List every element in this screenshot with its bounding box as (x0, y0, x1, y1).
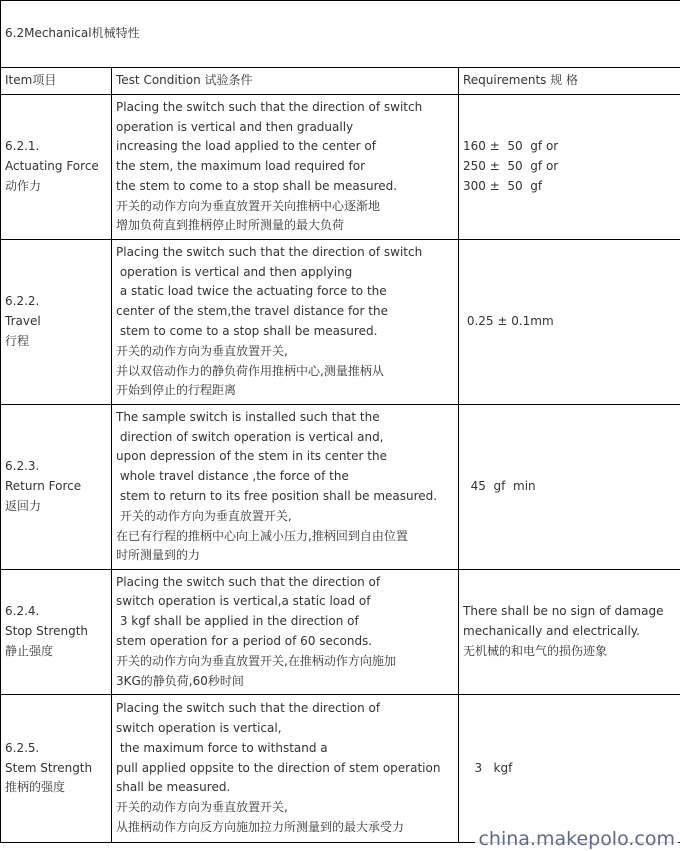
requirement-cell: There shall be no sign of damage mechanically and electrically. 无机械的和电气的损伤迹象 (459, 570, 680, 695)
test-condition-cell: Placing the switch such that the direction of switch operation is vertical and then gradually increasing the load applied to the center of the stem, the maximum load required for the stem to come to a stop shall be measured. 开关的动作方向为垂直放置开关向推柄中心逐渐地 增加负荷直到推柄停止时所测量的最大负荷 (112, 95, 459, 240)
requirement-cell: 3 kgf (459, 695, 680, 843)
table-row (1, 240, 680, 405)
item-cell: 6.2.2. Travel 行程 (1, 240, 112, 405)
header-test-condition: Test Condition 试验条件 (112, 68, 459, 95)
table-header-row (1, 68, 680, 95)
watermark: china.makepolo.com (475, 828, 678, 850)
section-title: 6.2Mechanical机械特性 (1, 1, 680, 68)
test-condition-cell: Placing the switch such that the direction of switch operation is vertical and then applying a static load twice the actuating force to the center of the stem,the travel distance for the stem to come to a stop shall be measured. 开关的动作方向为垂直放置开关, 并以双倍动作力的静负荷作用推柄中心,测量推柄从 开始到停止的行程距离 (112, 240, 459, 405)
item-cell: 6.2.1. Actuating Force 动作力 (1, 95, 112, 240)
header-item: Item项目 (1, 68, 112, 95)
item-cell: 6.2.3. Return Force 返回力 (1, 405, 112, 570)
table-row (1, 95, 680, 240)
table-row (1, 405, 680, 570)
table-row (1, 695, 680, 843)
requirement-cell: 0.25 ± 0.1mm (459, 240, 680, 405)
requirement-cell: 160 ± 50 gf or 250 ± 50 gf or 300 ± 50 gf (459, 95, 680, 240)
test-condition-cell: The sample switch is installed such that the direction of switch operation is vertical and, upon depression of the stem in its center the whole travel distance ,the force of the stem to return to its free position shall be measured. 开关的动作方向为垂直放置开关, 在已有行程的推柄中心向上减小压力,推柄回到自由位置 时所测量到的力 (112, 405, 459, 570)
table-row (1, 570, 680, 695)
test-condition-cell: Placing the switch such that the direction of switch operation is vertical,a static load of 3 kgf shall be applied in the direction of stem operation for a period of 60 seconds. 开关的动作方向为垂直放置开关,在推柄动作方向施加 3KG的静负荷,60秒时间 (112, 570, 459, 695)
section-title-row (1, 1, 680, 68)
item-cell: 6.2.4. Stop Strength 静止强度 (1, 570, 112, 695)
header-requirements: Requirements 规 格 (459, 68, 680, 95)
requirement-cell: 45 gf min (459, 405, 680, 570)
item-cell: 6.2.5. Stem Strength 推柄的强度 (1, 695, 112, 843)
test-condition-cell: Placing the switch such that the direction of switch operation is vertical, the maximum force to withstand a pull applied oppsite to the direction of stem operation shall be measured. 开关的动作方向为垂直放置开关, 从推柄动作方向反方向施加拉力所测量到的最大承受力 (112, 695, 459, 843)
